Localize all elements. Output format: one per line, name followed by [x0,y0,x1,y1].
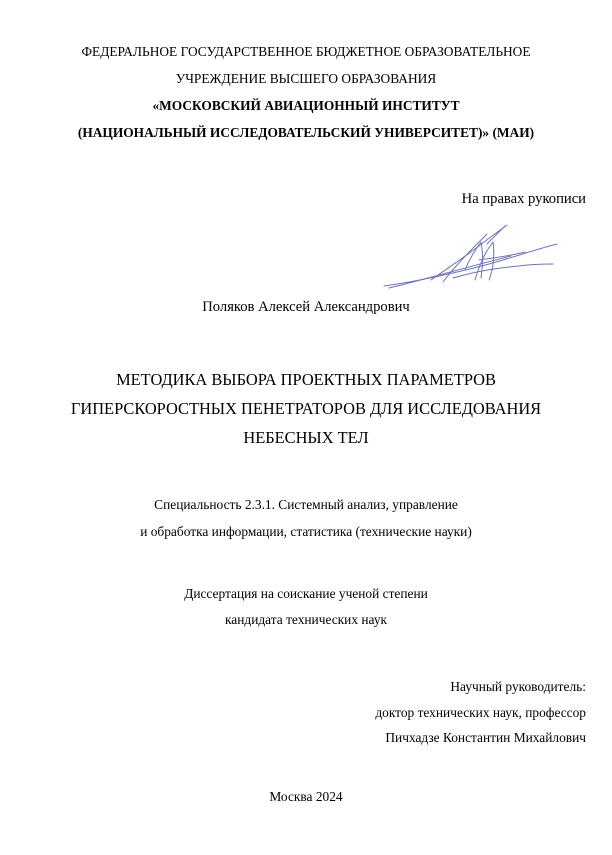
handwritten-signature-icon [383,222,558,294]
institution-line-2: УЧРЕЖДЕНИЕ ВЫСШЕГО ОБРАЗОВАНИЯ [175,71,437,86]
dissertation-title-line-2: ГИПЕРСКОРОСТНЫХ ПЕНЕТРАТОРОВ ДЛЯ ИССЛЕДОВАНИЯ [70,399,542,418]
city-year: Москва 2024 [269,789,343,804]
degree-line-2: кандидата технических наук [224,612,388,627]
dissertation-title-line-3: НЕБЕСНЫХ ТЕЛ [243,428,369,447]
institution-line-3: «МОСКОВСКИЙ АВИАЦИОННЫЙ ИНСТИТУТ [152,98,460,113]
author-name: Поляков Алексей Александрович [202,299,410,315]
specialty-line-2: и обработка информации, статистика (технические науки) [140,524,472,539]
dissertation-title-line-1: МЕТОДИКА ВЫБОРА ПРОЕКТНЫХ ПАРАМЕТРОВ [116,370,496,389]
manuscript-note: На правах рукописи [461,191,586,207]
institution-line-4: (НАЦИОНАЛЬНЫЙ ИССЛЕДОВАТЕЛЬСКИЙ УНИВЕРСИТЕТ)» (МАИ) [77,125,535,140]
supervisor-name: Пичхадзе Константин Михайлович [385,730,586,745]
institution-line-1: ФЕДЕРАЛЬНОЕ ГОСУДАРСТВЕННОЕ БЮДЖЕТНОЕ ОБРАЗОВАТЕЛЬНОЕ [81,44,531,59]
supervisor-rank: доктор технических наук, профессор [375,705,586,720]
supervisor-label: Научный руководитель: [450,679,586,694]
degree-line-1: Диссертация на соискание ученой степени [184,586,428,601]
specialty-line-1: Специальность 2.3.1. Системный анализ, управление [154,497,458,512]
